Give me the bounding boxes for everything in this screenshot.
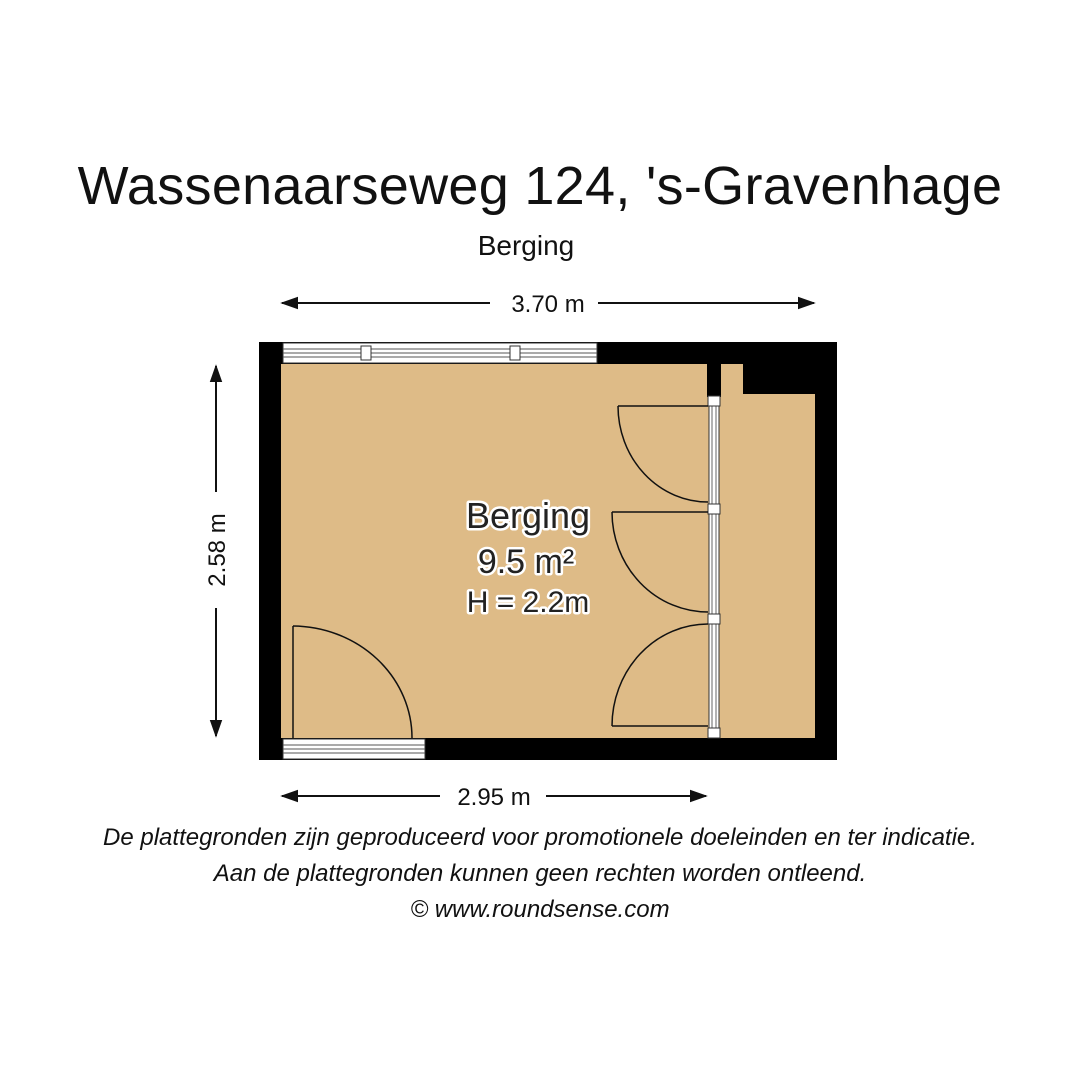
dimension-bottom [282,784,706,811]
room-name: Berging [465,495,591,536]
disclaimer-line-2: Aan de plattegronden kunnen geen rechten worden ontleend. [213,860,867,887]
window-top [283,343,597,363]
dimension-left [204,366,231,736]
dimension-bottom-label: 2.95 m [457,784,531,811]
dimension-top-label: 3.70 m [511,291,585,318]
floor-subtitle: Berging [477,230,575,261]
room-area: 9.5 m² [477,543,575,581]
dimension-top [282,291,814,318]
dimension-left-label: 2.58 m [204,513,231,587]
side-floor-right [721,364,815,738]
copyright-link[interactable]: © www.roundsense.com [410,896,670,923]
wall-notch [743,342,815,394]
room-height: H = 2.2m [466,586,590,619]
window-bottom [283,739,425,759]
closet-front [708,396,720,738]
disclaimer-line-1: De plattegronden zijn geproduceerd voor promotionele doeleinden en ter indicatie. [103,824,977,851]
page-title: Wassenaarseweg 124, 's-Gravenhage [77,156,1003,216]
